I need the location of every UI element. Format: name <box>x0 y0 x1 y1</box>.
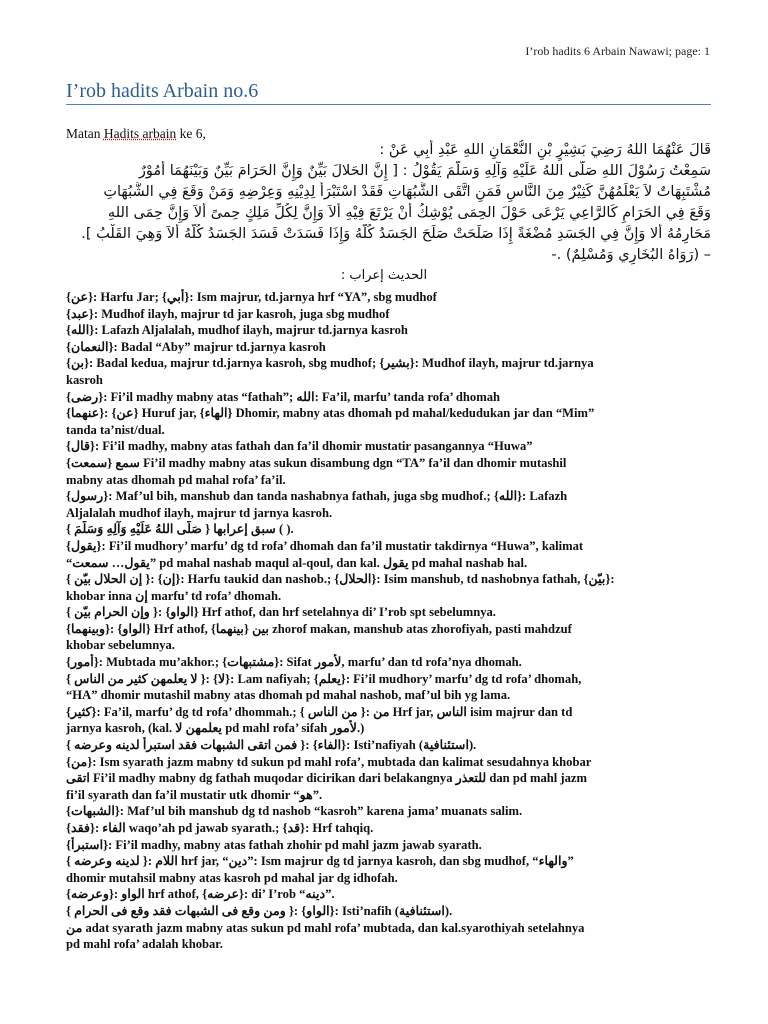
text-line: {عبد}: Mudhof ilayh, majrur td jar kasroh, juga sbg mudhof <box>66 306 390 321</box>
document-title: I’rob hadits Arbain no.6 <box>66 80 259 102</box>
text-line: mabny atas dhomah pd mahal rofa’ fa’il. <box>66 472 286 487</box>
text-line: “HA” dhomir mutashil mabny atas dhomah pd mahal nashob, maf’ul bih yg lama. <box>66 688 511 703</box>
text-line: {فقد}: الفاء waqo’ah pd jawab syarath.; {قد}: Hrf tahqiq. <box>66 821 374 835</box>
text-line: اتقى Fi’il madhy mabny dg fathah muqodar dicirikan dari belakangnya للتعذر dan pd mahl jazm <box>66 771 588 786</box>
text-line: fi’il syarath dan fa’il mustatir utk dhomir “هو”. <box>66 787 323 802</box>
arabic-line: مُشْتَبِهَاتٌ لاَ يَعْلَمُهُنَّ كَثِيْرٌ مِنَ النَّاسِ فَمَنِ اتَّقَى الشُّبُهَاتِ فَقَدْ اسْتَبْرَأَ لِدِيْنِهِ وَعِرْضِهِ وَمَنْ وَقَعَ فِي الشُّبُهَاتِ <box>103 184 711 200</box>
hadith-arabic-text <box>66 140 711 266</box>
page-header: I’rob hadits 6 Arbain Nawawi; page: 1 <box>525 44 710 58</box>
text-line: pd mahl rofa’ adalah khobar. <box>66 937 223 952</box>
text-line: من adat syarath jazm mabny atas sukun pd mahl rofa’ mubtada, dan kal.syarothiyah setelahnya <box>66 920 585 935</box>
irab-heading: الحديث إعراب : <box>340 268 428 283</box>
text-line: {عن}: Harfu Jar; {أبي}: Ism majrur, td.jarnya hrf “YA”, sbg mudhof <box>66 290 437 304</box>
text-line: {استبرأ}: Fi’il madhy, mabny atas fathah zhohir pd mahl jazm jawab syarath. <box>66 837 482 852</box>
arabic-line: وَقَعَ فِي الحَرَامِ كَالرَّاعِي يَرْعَى حَوْلَ الحِمَى يُوْشِكُ أَنْ يَرْتَعَ فِيْهِ أَلاَ وَإِنَّ لِكُلِّ مَلِكٍ حِمىً أَلاَ وَإِنَّ حِمَى اللهِ <box>107 205 711 221</box>
text-line: {يقول}: Fi’il mudhory’ marfu’ dg td rofa’ dhomah dan fa’il mustatir takdirnya “Huwa”, kalimat <box>66 538 584 553</box>
text-line: {من}: Ism syarath jazm mabny td sukun pd mahl rofa’, mubtada dan kalimat sesudahnya khobar <box>66 754 592 769</box>
text-line: {قال}: Fi’il madhy, mabny atas fathah dan fa’il dhomir mustatir pasangannya “Huwa” <box>66 439 533 454</box>
text-line: {أمور}: Mubtada mu’akhor.; {مشتبهات}: Sifat لأمور, marfu’ dan td rofa’nya dhomah. <box>66 655 522 670</box>
text-line: {النعمان}: Badal “Aby” majrur td.jarnya kasroh <box>66 339 326 354</box>
text-line: {الله}: Lafazh Aljalalah, mudhof ilayh, majrur td.jarnya kasroh <box>66 323 408 338</box>
text-line: jarnya kasroh, (kal. يعلمهن لا pd mahl rofa’ sifah لأمور.) <box>66 721 365 736</box>
text-line: khobar inna إن marfu’ td rofa’ dhomah. <box>66 588 282 603</box>
intro-underlined-text: Hadits arbain <box>103 126 177 141</box>
text-line: { صَلَّى اللهُ عَلَيْهِ وَآلِهِ وَسَلَّمَ } سبق إعرابها ( ). <box>66 522 294 537</box>
text-line: dhomir mutahsil mabny atas kasroh pd mahal jar dg idhofah. <box>66 870 398 885</box>
irab-body <box>66 289 716 953</box>
text-line: khobar sebelumnya. <box>66 638 175 653</box>
text-line: {الشبهات}: Maf’ul bih manshub dg td nashob “kasroh” karena jama’ muanats salim. <box>66 804 523 819</box>
text-line: { ومن وقع فى الشبهات فقد وقع فى الحرام }: {الواو}: Isti’nafih (استئنافية). <box>66 903 453 918</box>
text-line: Aljalalah mudhof ilayh, majrur td jarnya kasroh. <box>66 505 333 520</box>
text-line: {سمعت} سمع Fi’il madhy mabny atas sukun disambung dgn “TA” fa’il dan dhomir mutashil <box>66 455 567 470</box>
text-line: {بن}: Badal kedua, majrur td.jarnya kasroh, sbg mudhof; {بشير}: Mudhof ilayh, majrur td.jarnya <box>66 356 594 371</box>
text-line: tanda ta’nist/dual. <box>66 422 165 437</box>
text-line: “يقول… سمعت” pd mahal nashab maqul al-qoul, dan kal. يقول pd mahal nashab hal. <box>66 555 528 570</box>
arabic-line: – (رَوَاهُ البُخَارِي وَمُسْلِمٌ) .- <box>551 247 711 263</box>
text-line: { لا يعلمهن كثير من الناس }: {لا}: Lam nafiyah; {يعلم}: Fi’il mudhory’ marfu’ dg td rofa’ dhomah, <box>66 671 582 686</box>
text-line: { إن الحلال بيّن }: {إن}: Harfu taukid dan nashob.; {الحلال}: Isim manshub, td nashobnya fathah, {بيّن}: <box>66 572 615 587</box>
title-divider <box>66 104 711 105</box>
text-line: {رسول}: Maf’ul bih, manshub dan tanda nashabnya fathah, juga sbg mudhof.; {الله}: Lafazh <box>66 489 568 504</box>
text-line: {رضى}: Fi’il madhy mabny atas “fathah”; الله: Fa’il, marfu’ tanda rofa’ dhomah <box>66 389 501 404</box>
text-line: {وعرضه}: الواو hrf athof, {عرضه}: di’ I’rob “دينه”. <box>66 887 335 902</box>
text-line: {كثير}: Fa’il, marfu’ dg td rofa’ dhommah.; { من الناس }: من Hrf jar, الناس isim majrur dan td <box>66 704 573 719</box>
text-line: { وإن الحرام بيّن }: {الواو} Hrf athof, dan hrf setelahnya di’ I’rob spt sebelumnya. <box>66 605 496 620</box>
arabic-line: سَمِعْتُ رَسُوْلَ اللهِ صَلَّى اللهُ عَلَيْهِ وَآلِهِ وَسَلَّمَ يَقُوْلُ : [ إِنَّ الحَلالَ بَيِّنٌ وَإِنَّ الحَرَامَ بَيِّنٌ وَبَيْنَهُمَا أُمُوْرٌ <box>138 163 711 179</box>
text-line: { فمن اتقى الشبهات فقد استبرأ لدينه وعرضه }: {الفاء}: Isti’nafiyah (استئنافية). <box>66 738 477 753</box>
intro-prefix: Matan <box>66 126 104 141</box>
intro-suffix: ke 6, <box>176 126 206 141</box>
text-line: { لدينه وعرضه }: اللام hrf jar, “دين”: Ism majrur dg td jarnya kasroh, dan sbg mudhof, “والهاء” <box>66 854 574 869</box>
arabic-line: قَالَ عَنْهُمَا اللهُ رَضِيَ بَشِيْرٍ بْنِ النُّعْمَانِ اللهِ عَبْدِ أَبِي عَنْ : <box>379 142 711 158</box>
text-line: {عنهما}: {عن} Huruf jar, {الهاء} Dhomir, mabny atas dhomah pd mahal/kedudukan jar dan “Mim” <box>66 406 595 421</box>
text-line: {وبينهما}: {الواو} Hrf athof, {بينهما} بين zhorof makan, manshub atas zhorofiyah, pasti mahdzuf <box>66 621 572 636</box>
arabic-line: مَحَارِمُهُ أَلا وَإِنَّ فِي الجَسَدِ مُضْغَةً إِذَا صَلَحَتْ صَلَحَ الجَسَدُ كُلُّهُ وَإِذَا فَسَدَتْ فَسَدَ الجَسَدُ كُلُّهُ أَلاَ وَهِيَ القَلْبُ ]. <box>81 226 711 242</box>
text-line: kasroh <box>66 372 103 387</box>
